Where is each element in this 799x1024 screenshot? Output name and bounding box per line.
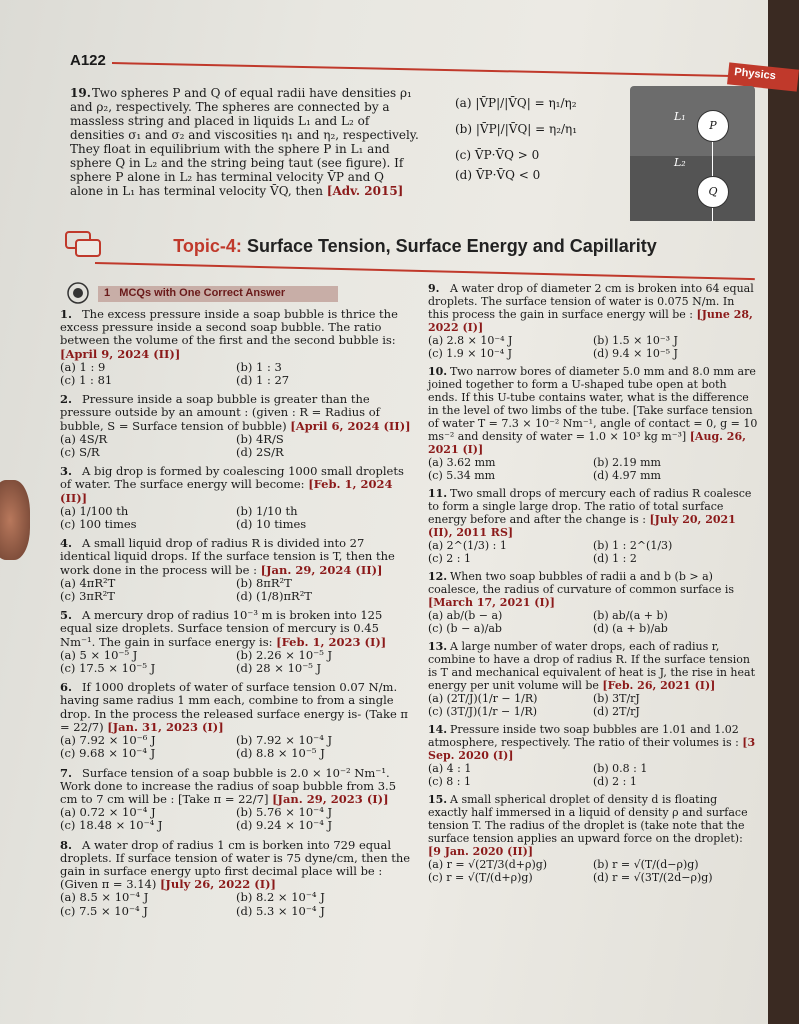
option-d: (d) 1 : 2 xyxy=(593,552,637,565)
question-number: 11. xyxy=(428,487,448,500)
options-group xyxy=(428,762,758,788)
option-c: (c) 2 : 1 xyxy=(428,552,471,565)
question-number: 10. xyxy=(428,365,448,378)
option-b: (b) ab/(a + b) xyxy=(593,609,668,622)
question-item xyxy=(428,282,758,360)
question-number: 19. xyxy=(70,86,91,100)
question-tag: [June 28, 2022 (I)] xyxy=(428,308,753,334)
question-text: Two spheres P and Q of equal radii have densities ρ₁ and ρ₂, respectively. The spheres are connected by a massless string and placed in liquids L₁ and L₂ of densities σ₁ and σ₂ and viscosities η₁ and η₂, respectively. They float in equilibrium with the sphere P in L₁ and sphere Q in L₂ and the string being taut (see figure). If sphere P alone in L₂ has terminal velocity V̄P and Q alone in L₁ has terminal velocity V̄Q, then xyxy=(70,86,419,198)
options-group xyxy=(428,609,758,635)
question-number: 2. xyxy=(60,392,73,407)
option-d: (d) 4.97 mm xyxy=(593,469,661,482)
question-number: 12. xyxy=(428,570,448,583)
left-column xyxy=(60,308,412,924)
question-item xyxy=(428,723,758,788)
question-number: 15. xyxy=(428,793,448,806)
options-group xyxy=(428,539,758,565)
option-a: (a) (2T/J)(1/r − 1/R) xyxy=(428,692,538,705)
options-group xyxy=(60,505,412,531)
option-d: (d) 2S/R xyxy=(236,445,284,460)
option-c: (c) 5.34 mm xyxy=(428,469,496,482)
option-b: (b) 1 : 2^(1/3) xyxy=(593,539,673,552)
option-b: (b) 4R/S xyxy=(236,431,284,446)
section-title: MCQs with One Correct Answer xyxy=(119,287,286,299)
option-d: (d) 9.24 × 10⁻⁴ J xyxy=(236,818,333,833)
question-item xyxy=(60,681,412,760)
option-d: (d) 5.3 × 10⁻⁴ J xyxy=(236,903,325,918)
question-tag: [9 Jan. 2020 (II)] xyxy=(428,845,534,858)
option-a: (a) |V̄P|/|V̄Q| = η₁/η₂ xyxy=(455,96,577,110)
option-d: (d) 28 × 10⁻⁵ J xyxy=(236,661,322,676)
option-b: (b) 0.8 : 1 xyxy=(593,762,648,775)
spheres-figure xyxy=(630,86,755,221)
option-c: (c) V̄P·V̄Q > 0 xyxy=(455,148,540,162)
question-text: A small liquid drop of radius R is divided into 27 identical liquid drops. If the surface tension is T, then the work done in the process will be : xyxy=(60,536,395,577)
page-number: A122 xyxy=(70,52,106,69)
option-c: (c) r = √(T/(d+ρ)g) xyxy=(428,871,533,884)
question-item xyxy=(60,609,412,675)
options-group xyxy=(60,649,412,675)
option-a: (a) 8.5 × 10⁻⁴ J xyxy=(60,890,149,905)
question-tag: [Jan. 29, 2023 (I)] xyxy=(272,791,389,806)
option-c: (c) (b − a)/ab xyxy=(428,622,502,635)
option-c: (c) S/R xyxy=(60,445,100,460)
option-c: (c) 1 : 81 xyxy=(60,373,113,388)
sphere-q: Q xyxy=(697,176,729,208)
mcq-badge-icon xyxy=(66,281,90,305)
option-c: (c) 9.68 × 10⁻⁴ J xyxy=(60,746,156,761)
question-tag: [Jan. 31, 2023 (I)] xyxy=(107,719,224,734)
question-number: 9. xyxy=(428,282,440,295)
options-group xyxy=(428,692,758,718)
option-a: (a) 3.62 mm xyxy=(428,456,496,469)
question-item xyxy=(428,570,758,635)
option-b: (b) 8.2 × 10⁻⁴ J xyxy=(236,890,325,905)
label-l1: L₁ xyxy=(674,110,686,123)
question-text: A mercury drop of radius 10⁻³ m is broken into 125 equal size droplets. Surface tension of mercury is 0.45 Nm⁻¹. The gain in surface energy is: xyxy=(60,608,383,649)
question-19-options xyxy=(455,96,625,182)
options-group xyxy=(60,891,412,917)
question-item xyxy=(60,839,412,918)
label-l2: L₂ xyxy=(674,156,686,169)
question-text: A large number of water drops, each of radius r, combine to have a drop of radius R. If the surface tension is T and mechanical equivalent of heat is J, the rise in heat energy per unit volume will be xyxy=(428,640,755,692)
option-c: (c) 7.5 × 10⁻⁴ J xyxy=(60,903,148,918)
question-tag: [Feb. 1, 2023 (I)] xyxy=(276,634,387,649)
question-number: 7. xyxy=(60,765,73,780)
options-group xyxy=(60,734,412,760)
question-number: 13. xyxy=(428,640,448,653)
option-b: (b) r = √(T/(d−ρ)g) xyxy=(593,858,699,871)
question-tag: [3 Sep. 2020 (I)] xyxy=(428,736,756,762)
options-group xyxy=(428,334,758,360)
header-rule xyxy=(112,62,732,77)
question-text: Two narrow bores of diameter 5.0 mm and 8.0 mm are joined together to form a U-shaped tube open at both ends. If this U-tube contains water, what is the difference in the level of two limbs of the tube. [Take surface tension of water T = 7.3 × 10⁻² Nm⁻¹, angle of contact = 0, g = 10 ms⁻² and density of water = 1.0 × 10³ kg m⁻³] xyxy=(428,365,758,443)
question-tag: [July 20, 2021 (II), 2011 RS] xyxy=(428,513,736,539)
option-b: (b) 1 : 3 xyxy=(236,359,282,374)
question-tag: [Adv. 2015] xyxy=(326,184,404,198)
option-b: (b) 8πR²T xyxy=(236,575,292,590)
right-column xyxy=(428,282,758,889)
question-number: 3. xyxy=(60,464,73,479)
question-text: Surface tension of a soap bubble is 2.0 × 10⁻² Nm⁻¹. Work done to increase the radius of soap bubble from 3.5 cm to 7 cm will be : [Take π = 22/7] xyxy=(60,765,397,806)
topic-title: Surface Tension, Surface Energy and Capillarity xyxy=(246,236,657,256)
option-b: (b) 1/10 th xyxy=(236,503,298,518)
topic-chat-icon xyxy=(64,230,104,260)
topic-rule xyxy=(95,262,755,280)
option-a: (a) r = √(2T/3(d+ρ)g) xyxy=(428,858,548,871)
question-tag: [Aug. 26, 2021 (I)] xyxy=(428,430,746,456)
option-a: (a) 4 : 1 xyxy=(428,762,472,775)
option-d: (d) 10 times xyxy=(236,517,307,532)
option-b: (b) 3T/rJ xyxy=(593,692,640,705)
question-item xyxy=(428,793,758,884)
option-a: (a) ab/(b − a) xyxy=(428,609,503,622)
question-number: 6. xyxy=(60,680,73,695)
option-d: (d) (a + b)/ab xyxy=(593,622,668,635)
topic-label: Topic-4: xyxy=(173,236,242,256)
question-item xyxy=(428,365,758,482)
question-tag: [July 26, 2022 (I)] xyxy=(159,877,276,892)
question-text: Two small drops of mercury each of radius R coalesce to form a single large drop. The ratio of total surface energy before and after the change is : xyxy=(428,487,752,526)
option-d: (d) r = √(3T/(2d−ρ)g) xyxy=(593,871,713,884)
option-d: (d) V̄P·V̄Q < 0 xyxy=(455,168,541,182)
options-group xyxy=(60,806,412,832)
options-group xyxy=(60,433,412,459)
option-d: (d) (1/8)πR²T xyxy=(236,589,312,604)
question-tag: [March 17, 2021 (I)] xyxy=(428,596,555,609)
liquid-l2 xyxy=(630,156,755,221)
option-d: (d) 8.8 × 10⁻⁵ J xyxy=(236,746,325,761)
option-c: (c) 1.9 × 10⁻⁴ J xyxy=(428,347,513,360)
option-c: (c) 18.48 × 10⁻⁴ J xyxy=(60,818,163,833)
option-a: (a) 0.72 × 10⁻⁴ J xyxy=(60,805,156,820)
question-tag: [Feb. 1, 2024 (II)] xyxy=(60,477,393,505)
question-item xyxy=(60,465,412,531)
question-item xyxy=(60,537,412,603)
question-number: 14. xyxy=(428,723,448,736)
question-item xyxy=(428,640,758,718)
section-banner xyxy=(98,286,338,302)
option-d: (d) 9.4 × 10⁻⁵ J xyxy=(593,347,678,360)
question-tag: [Jan. 29, 2024 (II)] xyxy=(260,562,383,577)
question-tag: [April 6, 2024 (II)] xyxy=(290,418,411,433)
option-c: (c) 8 : 1 xyxy=(428,775,471,788)
option-a: (a) 1/100 th xyxy=(60,503,129,518)
option-b: (b) |V̄P|/|V̄Q| = η₂/η₁ xyxy=(455,122,578,136)
option-d: (d) 1 : 27 xyxy=(236,373,290,388)
question-text: A small spherical droplet of density d is floating exactly half immersed in a liquid of density ρ and surface tension T. The radius of the droplet is (take note that the surface tension applies an upward force on the droplet): xyxy=(428,793,748,845)
question-item xyxy=(428,487,758,565)
question-number: 4. xyxy=(60,536,73,551)
option-a: (a) 4πR²T xyxy=(60,575,116,590)
option-c: (c) 100 times xyxy=(60,517,137,532)
sphere-p: P xyxy=(697,110,729,142)
question-item xyxy=(60,393,412,459)
question-text: A big drop is formed by coalescing 1000 small droplets of water. The surface energy will become: xyxy=(60,464,404,492)
question-text: A water drop of diameter 2 cm is broken into 64 equal droplets. The surface tension of water is 0.075 N/m. In this process the gain in surface energy will be : xyxy=(428,282,754,321)
option-c: (c) (3T/J)(1/r − 1/R) xyxy=(428,705,538,718)
options-group xyxy=(60,361,412,387)
question-text: The excess pressure inside a soap bubble is thrice the excess pressure inside a second soap bubble. The ratio between the volume of the first and the second bubble is: xyxy=(60,307,398,348)
question-text: Pressure inside two soap bubbles are 1.01 and 1.02 atmosphere, respectively. The ratio of their volumes is : xyxy=(428,723,739,749)
options-group xyxy=(60,577,412,603)
question-text: When two soap bubbles of radii a and b (b > a) coalesce, the radius of curvature of common surface is xyxy=(428,570,735,596)
option-a: (a) 1 : 9 xyxy=(60,359,106,374)
question-number: 1. xyxy=(60,307,73,321)
option-b: (b) 2.26 × 10⁻⁵ J xyxy=(236,647,333,662)
option-a: (a) 4S/R xyxy=(60,431,108,446)
thumb xyxy=(0,480,30,560)
option-a: (a) 2.8 × 10⁻⁴ J xyxy=(428,334,513,347)
question-number: 8. xyxy=(60,837,73,852)
option-c: (c) 17.5 × 10⁻⁵ J xyxy=(60,661,156,676)
question-item xyxy=(60,308,412,387)
option-c: (c) 3πR²T xyxy=(60,589,115,604)
option-b: (b) 7.92 × 10⁻⁴ J xyxy=(236,733,333,748)
question-text: If 1000 droplets of water of surface tension 0.07 N/m. having same radius 1 mm each, combine to from a single drop. In the process the released surface energy is- (Take π = 22/7) xyxy=(60,680,408,734)
question-text: A water drop of radius 1 cm is borken into 729 equal droplets. If surface tension of water is 75 dyne/cm, then the gain in surface energy upto first decimal place will be : (Given π = 3.14) xyxy=(60,837,411,892)
subject-tab: Physics xyxy=(727,62,799,91)
option-b: (b) 1.5 × 10⁻³ J xyxy=(593,334,678,347)
option-a: (a) 2^(1/3) : 1 xyxy=(428,539,507,552)
options-group xyxy=(428,858,758,884)
option-a: (a) 5 × 10⁻⁵ J xyxy=(60,647,138,662)
question-text: Pressure inside a soap bubble is greater than the pressure outside by an amount : (given : R = Radius of bubble, S = Surface tension of bubble) xyxy=(60,392,380,433)
option-b: (b) 5.76 × 10⁻⁴ J xyxy=(236,805,333,820)
option-d: (d) 2 : 1 xyxy=(593,775,637,788)
option-a: (a) 7.92 × 10⁻⁶ J xyxy=(60,733,156,748)
options-group xyxy=(428,456,758,482)
question-number: 5. xyxy=(60,608,73,623)
question-tag: [April 9, 2024 (II)] xyxy=(60,346,181,361)
topic-heading xyxy=(100,236,730,257)
option-d: (d) 2T/rJ xyxy=(593,705,640,718)
question-tag: [Feb. 26, 2021 (I)] xyxy=(602,679,716,692)
question-19 xyxy=(70,86,420,198)
option-b: (b) 2.19 mm xyxy=(593,456,661,469)
section-number: 1 xyxy=(104,287,111,299)
question-item xyxy=(60,767,412,833)
